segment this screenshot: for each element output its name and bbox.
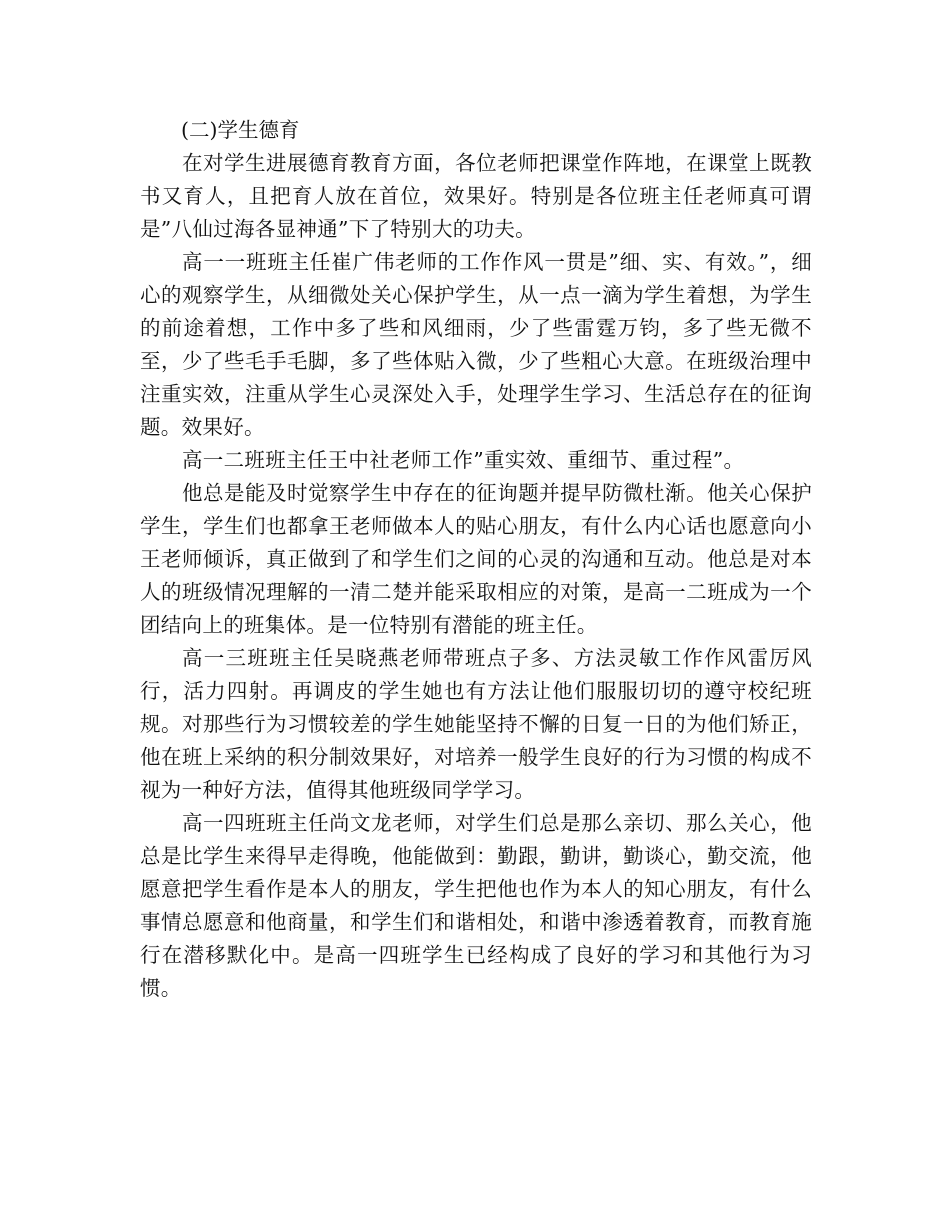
paragraph-class-2-summary: 高一二班班主任王中社老师工作”重实效、重细节、重过程”。 bbox=[182, 448, 745, 472]
paragraph-intro: 在对学生进展德育教育方面，各位老师把课堂作阵地，在课堂上既教书又育人，且把育人放在首位，效果好。特别是各位班主任老师真可谓是”八仙过海各显神通”下了特别大的功夫。 bbox=[140, 151, 812, 241]
paragraph-class-2-detail: 他总是能及时觉察学生中存在的征询题并提早防微杜渐。他关心保护学生，学生们也都拿王老师做本人的贴心朋友，有什么内心话也愿意向小王老师倾诉，真正做到了和学生们之间的心灵的沟通和互动。他总是对本人的班级情况理解的一清二楚并能采取相应的对策，是高一二班成为一个团结向上的班集体。是一位特别有潜能的班主任。 bbox=[140, 481, 812, 637]
document-page bbox=[140, 114, 812, 1005]
paragraph-class-3: 高一三班班主任吴晓燕老师带班点子多、方法灵敏工作作风雷厉风行，活力四射。再调皮的学生她也有方法让他们服服切切的遵守校纪班规。对那些行为习惯较差的学生她能坚持不懈的日复一日的为他们矫正，他在班上采纳的积分制效果好，对培养一般学生良好的行为习惯的构成不视为一种好方法，值得其他班级同学学习。 bbox=[140, 646, 812, 802]
section-heading: (二)学生德育 bbox=[181, 118, 300, 142]
paragraph-class-4: 高一四班班主任尚文龙老师，对学生们总是那么亲切、那么关心，他总是比学生来得早走得晚，他能做到：勤跟，勤讲，勤谈心，勤交流，他愿意把学生看作是本人的朋友，学生把他也作为本人的知心朋友，有什么事情总愿意和他商量，和学生们和谐相处，和谐中渗透着教育，而教育施行在潜移默化中。是高一四班学生已经构成了良好的学习和其他行为习惯。 bbox=[140, 811, 812, 1000]
paragraph-class-1: 高一一班班主任崔广伟老师的工作作风一贯是”细、实、有效。”，细心的观察学生，从细微处关心保护学生，从一点一滴为学生着想，为学生的前途着想，工作中多了些和风细雨，少了些雷霆万钧，多了些无微不至，少了些毛手毛脚，多了些体贴入微，少了些粗心大意。在班级治理中注重实效，注重从学生心灵深处入手，处理学生学习、生活总存在的征询题。效果好。 bbox=[140, 250, 812, 439]
